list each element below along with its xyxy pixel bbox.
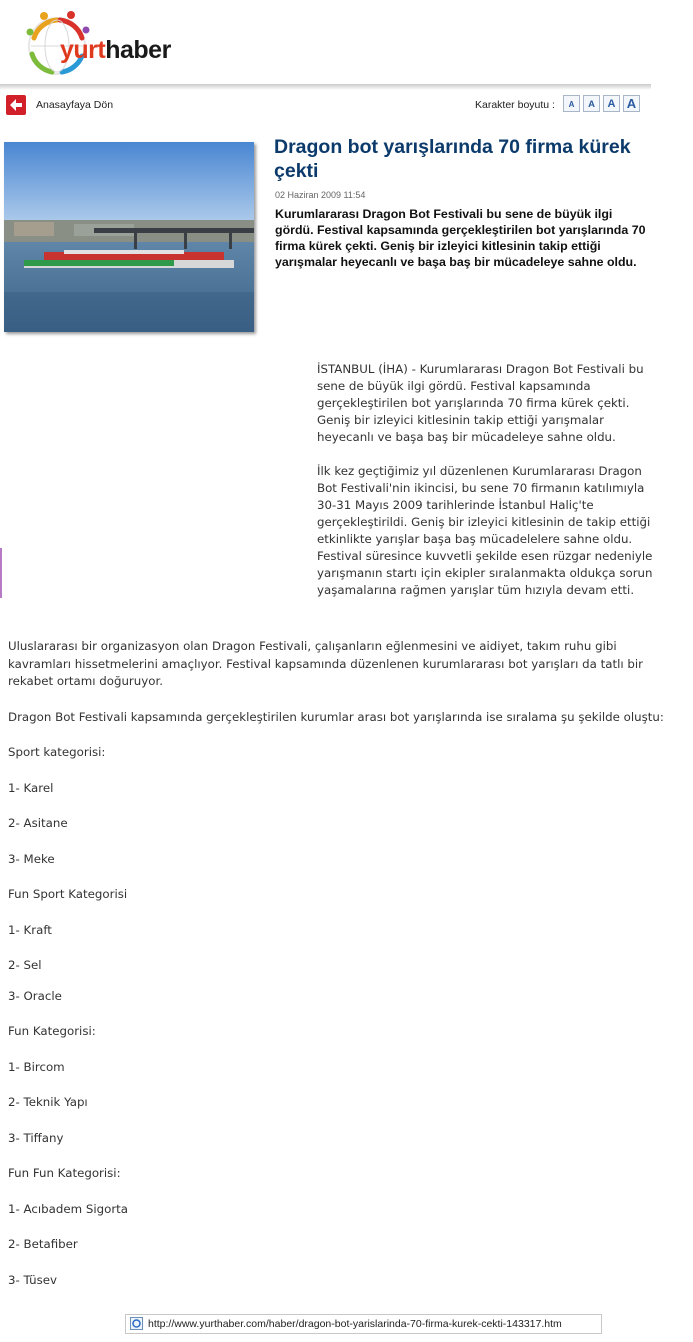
paragraph: İSTANBUL (İHA) - Kurumlararası Dragon Bot Festivali bu sene de büyük ilgi gördü. Festival kapsamında gerçekleştirilen bot yarışlarında 70 firma kürek çekti. Geniş bir izleyici kitlesinin takip ettiği yarışmalar heyecanlı ve başa baş bir mücadeleye sahne oldu. bbox=[317, 362, 644, 444]
article-title: Dragon bot yarışlarında 70 firma kürek çekti bbox=[274, 136, 631, 182]
site-header bbox=[0, 0, 651, 86]
page-edge-marker bbox=[0, 548, 2, 598]
list-item: 3- Meke bbox=[8, 851, 55, 866]
font-size-smallest-button[interactable]: A bbox=[563, 95, 580, 112]
list-item: 3- Tüsev bbox=[8, 1272, 57, 1287]
list-item: 1- Bircom bbox=[8, 1059, 65, 1074]
page-icon bbox=[130, 1317, 143, 1330]
font-size-largest-button[interactable]: A bbox=[623, 95, 640, 112]
article-body bbox=[8, 638, 668, 1289]
paragraph: Dragon Bot Festivali kapsamında gerçekleştirilen kurumlar arası bot yarışlarında ise sıralama şu şekilde oluştu: bbox=[8, 709, 664, 724]
list-item: 1- Karel bbox=[8, 780, 54, 795]
back-to-home-link[interactable]: Anasayfaya Dön bbox=[36, 99, 114, 111]
list-item: 3- Oracle bbox=[8, 988, 62, 1003]
font-size-label: Karakter boyutu : bbox=[475, 99, 555, 111]
article-body-column bbox=[317, 361, 657, 616]
site-logo[interactable] bbox=[24, 8, 174, 84]
font-size-large-button[interactable]: A bbox=[603, 95, 620, 112]
header-divider bbox=[0, 84, 651, 90]
list-item: 3- Tiffany bbox=[8, 1130, 64, 1145]
article-toolbar bbox=[0, 94, 651, 118]
status-url: http://www.yurthaber.com/haber/dragon-bot-yarislarinda-70-firma-kurek-cekti-143317.htm bbox=[148, 1318, 562, 1330]
list-item: 2- Sel bbox=[8, 958, 42, 972]
back-arrow-icon[interactable] bbox=[6, 95, 26, 115]
article-date: 02 Haziran 2009 11:54 bbox=[275, 190, 366, 200]
category-heading: Fun Sport Kategorisi bbox=[8, 887, 128, 901]
article-summary: Kurumlararası Dragon Bot Festivali bu sene de büyük ilgi gördü. Festival kapsamında gerçekleştirilen bot yarışlarında 70 firma kürek çekti. Geniş bir izleyici kitlesinin takip ettiği yarışmalar heyecanlı ve başa baş bir mücadeleye sahne oldu. bbox=[275, 207, 646, 269]
list-item: 2- Asitane bbox=[8, 816, 68, 830]
list-item: 1- Kraft bbox=[8, 922, 52, 937]
browser-status-bar bbox=[125, 1314, 602, 1334]
category-heading: Sport kategorisi: bbox=[8, 745, 106, 759]
category-heading: Fun Kategorisi: bbox=[8, 1024, 96, 1038]
list-item: 2- Betafiber bbox=[8, 1237, 78, 1251]
paragraph: Uluslararası bir organizasyon olan Dragon Festivali, çalışanların eğlenmesini ve aidiyet, takım ruhu gibi kavramları hissetmelerini amaçlıyor. Festival kapsamında düzenlenen kurumlararası bot yarışları da tatlı bir rekabet ortamı doğuruyor. bbox=[8, 639, 644, 688]
list-item: 2- Teknik Yapı bbox=[8, 1095, 88, 1109]
logo-wordmark: yurthaber bbox=[60, 36, 171, 64]
font-size-small-button[interactable]: A bbox=[583, 95, 600, 112]
list-item: 1- Acıbadem Sigorta bbox=[8, 1201, 129, 1216]
paragraph: İlk kez geçtiğimiz yıl düzenlenen Kurumlararası Dragon Bot Festivali'nin ikincisi, bu sene 70 firmanın katılımıyla 30-31 Mayıs 2009 tarihlerinde İstanbul Haliç'te gerçekleştirildi. Geniş bir izleyici kitlesinin de takip ettiği etkinlikte yarışlar başa baş mücadelelere sahne oldu. Festival süresince kuvvetli şekilde esen rüzgar nedeniyle yarışmanın startı için ekipler sıralanmakta oldukça sorun yaşamalarına rağmen yarışlar tüm hızıyla devam etti. bbox=[317, 464, 653, 597]
article-photo bbox=[4, 142, 254, 332]
category-heading: Fun Fun Kategorisi: bbox=[8, 1166, 121, 1180]
